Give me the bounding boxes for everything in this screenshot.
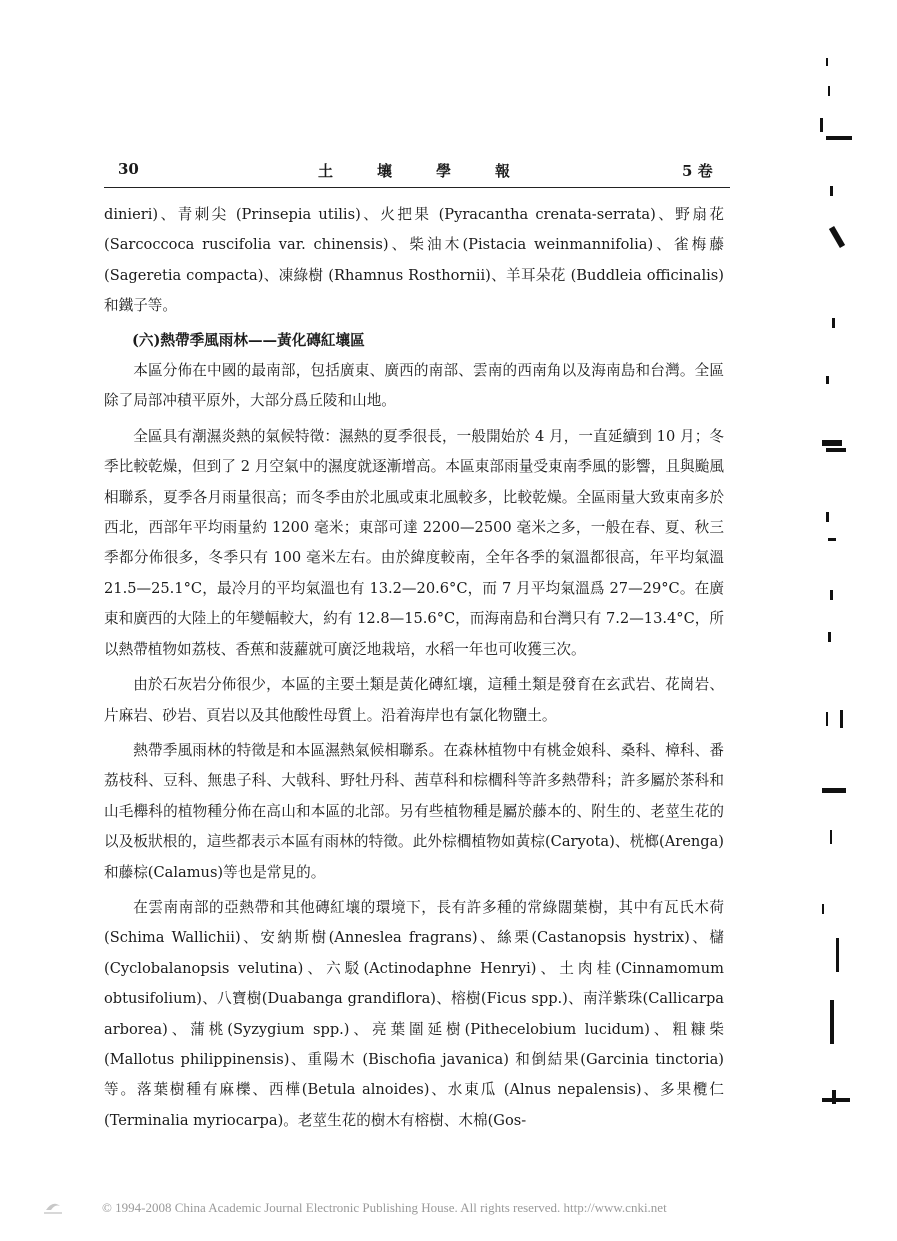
footer — [42, 1196, 762, 1222]
copyright-notice: © 1994-2008 China Academic Journal Electronic Publishing House. All rights reserved. http://www.cnki.net — [102, 1200, 667, 1215]
scan-mark — [822, 440, 842, 446]
scan-mark — [826, 58, 828, 66]
scan-mark — [820, 118, 823, 132]
scan-mark — [822, 1098, 850, 1102]
paragraph: 熱帶季風雨林的特徵是和本區濕熱氣候相聯系。在森林植物中有桃金娘科、桑科、樟科、番荔枝科、豆科、無患子科、大戟科、野牡丹科、茜草科和棕櫚科等許多熱帶科；許多屬於茶科和山毛櫸科的植物種分佈在高山和本區的北部。另有些植物種是屬於藤本的、附生的、老莖生花的以及板狀根的，這些都表示本區有雨林的特徵。此外棕櫚植物如黃棕(Caryota)、桄榔(Arenga)和藤棕(Calamus)等也是常見的。 — [104, 741, 724, 881]
scan-mark — [832, 318, 835, 328]
scan-mark — [840, 710, 843, 728]
volume-label: 5 卷 — [682, 162, 713, 180]
scan-mark — [826, 136, 852, 140]
scan-mark — [828, 632, 831, 642]
page-number: 30 — [118, 160, 139, 178]
running-header — [104, 160, 744, 186]
scan-mark — [826, 448, 846, 452]
cnki-logo-icon — [42, 1198, 64, 1216]
scan-mark — [830, 1000, 834, 1044]
paragraph: 本區分佈在中國的最南部，包括廣東、廣西的南部、雲南的西南角以及海南島和台灣。全區除了局部冲積平原外，大部分爲丘陵和山地。 — [104, 362, 724, 410]
scan-mark — [822, 788, 846, 793]
paragraph-continued: dinieri)、青刺尖 (Prinsepia utilis)、火把果 (Pyracantha crenata-serrata)、野扇花(Sarcoccoca ruscifolia var. chinensis)、柴油木(Pistacia weinmannifolia)、雀梅藤 (Sageretia compacta)、凍綠樹 (Rhamnus Rosthornii)、羊耳朵花 (Buddleia officinalis)和鐵子等。 — [104, 206, 724, 315]
scan-mark — [822, 904, 824, 914]
scan-mark — [830, 830, 832, 844]
paragraph: 全區具有潮濕炎熱的氣候特徵：濕熱的夏季很長，一般開始於 4 月，一直延續到 10 月；冬季比較乾燥，但到了 2 月空氣中的濕度就逐漸增高。本區東部雨量受東南季風的影響，且與颱風相聯系，夏季各月雨量很高；而冬季由於北風或東北風較多，比較乾燥。全區雨量大致東南多於西北，西部年平均雨量約 1200 毫米；東部可達 2200—2500 毫米之多，一般在春、夏、秋三季都分佈很多，冬季只有 100 毫米左右。由於緯度較南，全年各季的氣溫都很高，年平均氣溫 21.5—25.1°C，最冷月的平均氣溫也有 13.2—20.6°C，而 7 月平均氣溫爲 27—29°C。在廣東和廣西的大陸上的年變幅較大，約有 12.8—15.6°C，而海南島和台灣只有 7.2—13.4°C，所以熱帶植物如荔枝、香蕉和菠蘿就可廣泛地栽培，水稻一年也可收獲三次。 — [104, 427, 724, 658]
header-rule — [104, 187, 730, 188]
journal-title: 土壤學報 — [318, 162, 555, 180]
section-heading: (六)熱帶季風雨林——黃化磚紅壤區 — [132, 331, 365, 349]
scan-mark — [828, 86, 830, 96]
paragraph: 由於石灰岩分佈很少，本區的主要土類是黃化磚紅壤，這種土類是發育在玄武岩、花崗岩、片麻岩、砂岩、頁岩以及其他酸性母質上。沿着海岸也有氯化物鹽土。 — [104, 676, 724, 724]
scan-mark — [829, 226, 845, 248]
scan-mark — [830, 186, 833, 196]
scan-mark — [826, 712, 828, 726]
scan-mark — [836, 938, 839, 972]
paragraph: 在雲南南部的亞熱帶和其他磚紅壤的環境下，長有許多種的常綠闊葉樹，其中有瓦氏木荷(Schima Wallichii)、安納斯樹(Anneslea fragrans)、絲栗(Castanopsis hystrix)、櫧(Cyclobalanopsis velutina)、六駁(Actinodaphne Henryi)、土肉桂(Cinnamomum obtusifolium)、八寶樹(Duabanga grandiflora)、榕樹(Ficus spp.)、南洋紫珠(Callicarpa arborea)、蒲桃(Syzygium spp.)、亮葉圍延樹(Pithecelobium lucidum)、粗糠柴(Mallotus philippinensis)、重陽木 (Bischofia javanica) 和倒結果(Garcinia tinctoria)等。落葉樹種有麻櫟、西樺(Betula alnoides)、水東瓜 (Alnus nepalensis)、多果欖仁(Terminalia myriocarpa)。老莖生花的樹木有榕樹、木棉(Gos- — [104, 898, 724, 1129]
scan-mark — [830, 590, 833, 600]
scan-mark — [828, 538, 836, 541]
scan-mark — [826, 376, 829, 384]
article-body — [104, 200, 724, 1136]
scan-mark — [826, 512, 829, 522]
scan-mark — [832, 1090, 836, 1104]
